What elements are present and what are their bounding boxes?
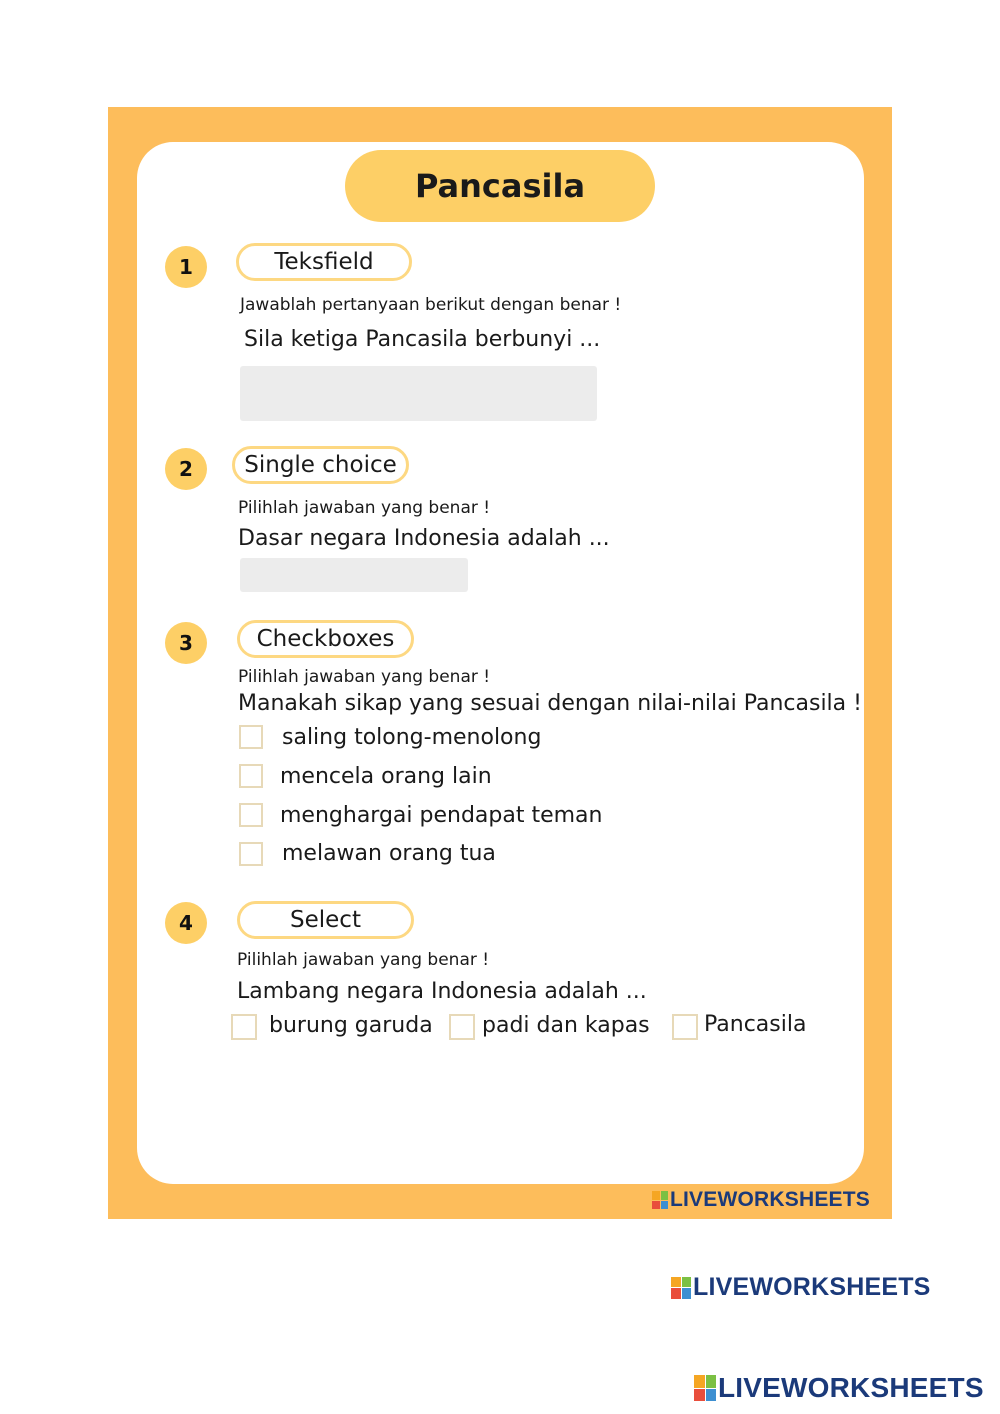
instruction-1: Jawablah pertanyaan berikut dengan benar ! xyxy=(240,295,622,315)
section-number-4: 4 xyxy=(165,902,207,944)
select-option-checkbox-3[interactable] xyxy=(672,1014,698,1040)
section-label-3: Checkboxes xyxy=(237,620,414,658)
checkbox-option-label-3: menghargai pendapat teman xyxy=(280,803,603,828)
brand-logo-icon xyxy=(671,1277,691,1299)
select-option-label-1: burung garuda xyxy=(269,1013,433,1038)
single-choice-select[interactable] xyxy=(240,558,468,592)
brand-watermark-page xyxy=(671,1273,931,1302)
checkbox-option-label-4: melawan orang tua xyxy=(282,841,496,866)
instruction-2: Pilihlah jawaban yang benar ! xyxy=(238,498,491,518)
instruction-4: Pilihlah jawaban yang benar ! xyxy=(237,950,490,970)
checkbox-option-1[interactable] xyxy=(239,725,263,749)
select-option-checkbox-1[interactable] xyxy=(231,1014,257,1040)
checkbox-option-label-1: saling tolong-menolong xyxy=(282,725,542,750)
page-title: Pancasila xyxy=(345,150,655,222)
section-label-4: Select xyxy=(237,901,414,939)
select-option-label-2: padi dan kapas xyxy=(482,1013,650,1038)
checkbox-option-label-2: mencela orang lain xyxy=(280,764,492,789)
answer-textfield-1[interactable] xyxy=(240,366,597,421)
checkbox-option-3[interactable] xyxy=(239,803,263,827)
question-1: Sila ketiga Pancasila berbunyi ... xyxy=(244,327,601,352)
instruction-3: Pilihlah jawaban yang benar ! xyxy=(238,667,491,687)
section-number-3: 3 xyxy=(165,622,207,664)
section-label-2: Single choice xyxy=(232,446,409,484)
question-2: Dasar negara Indonesia adalah ... xyxy=(238,526,610,551)
brand-watermark-footer xyxy=(694,1372,984,1404)
section-number-2: 2 xyxy=(165,448,207,490)
checkbox-option-4[interactable] xyxy=(239,842,263,866)
checkbox-option-2[interactable] xyxy=(239,764,263,788)
brand-logo-icon xyxy=(694,1375,716,1401)
brand-logo-icon xyxy=(652,1191,668,1209)
question-3: Manakah sikap yang sesuai dengan nilai-nilai Pancasila ! xyxy=(238,691,862,716)
brand-text: LIVEWORKSHEETS xyxy=(718,1372,984,1403)
brand-watermark-frame xyxy=(652,1188,870,1212)
select-option-label-3: Pancasila xyxy=(704,1012,807,1037)
select-option-checkbox-2[interactable] xyxy=(449,1014,475,1040)
section-label-1: Teksfield xyxy=(236,243,412,281)
brand-text: LIVEWORKSHEETS xyxy=(693,1273,931,1301)
brand-text: LIVEWORKSHEETS xyxy=(670,1188,870,1211)
question-4: Lambang negara Indonesia adalah ... xyxy=(237,979,647,1004)
section-number-1: 1 xyxy=(165,246,207,288)
